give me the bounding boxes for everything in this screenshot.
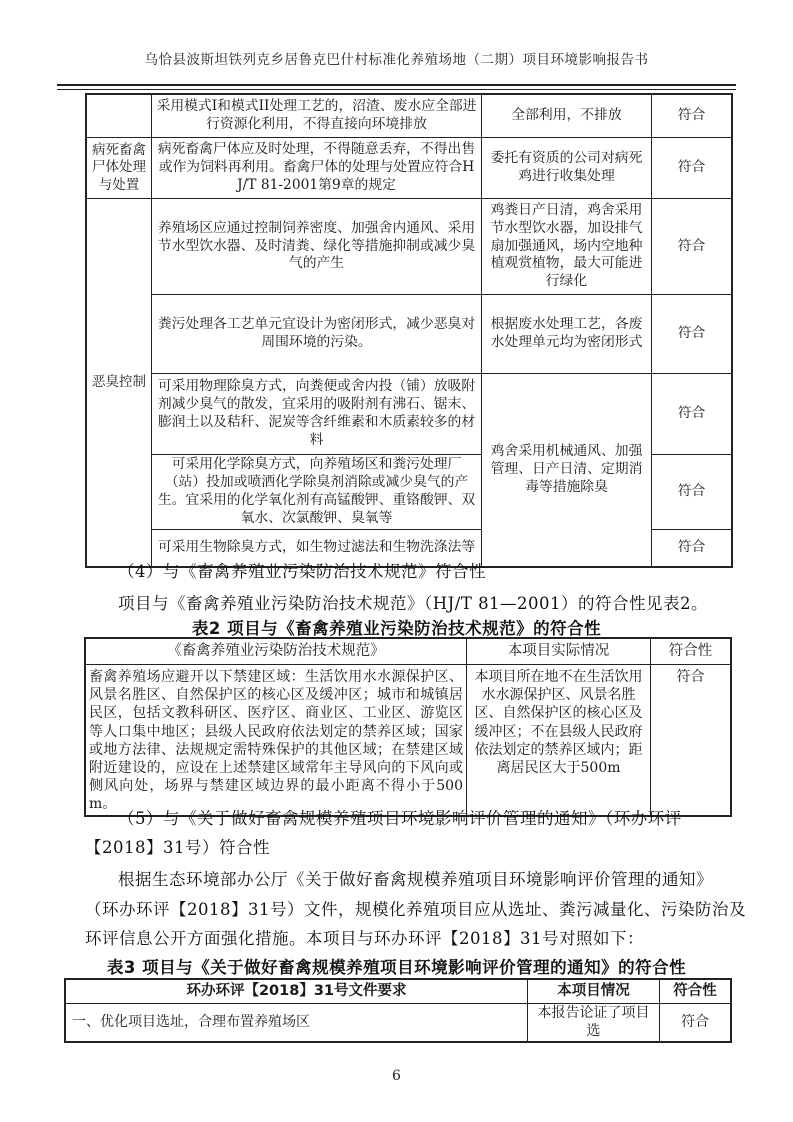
actual-cell: 本项目所在地不在生活饮用水水源保护区、风景名胜区、自然保护区的核心区及缓冲区；不在县级人民政府依法划定的禁养区域内；距离居民区大于500m [467, 665, 651, 816]
column-header: 本项目情况 [528, 979, 660, 1004]
actual-cell: 委托有资质的公司对病死鸡进行收集处理 [482, 138, 652, 199]
table3-title: 表3 项目与《关于做好畜禽规模养殖项目环境影响评价管理的通知》的符合性 [106, 958, 687, 977]
conformity-cell: 符合 [652, 138, 733, 199]
section5-para-line1: 根据生态环境部办公厅《关于做好畜禽规模养殖项目环境影响评价管理的通知》 [118, 870, 713, 889]
column-header: 符合性 [660, 979, 732, 1004]
category-cell: 恶臭控制 [86, 199, 152, 567]
conformity-cell: 符合 [652, 374, 733, 455]
table2-title: 表2 项目与《畜禽养殖业污染防治技术规范》的符合性 [191, 619, 602, 638]
section4-body: 项目与《畜禽养殖业污染防治技术规范》（HJ/T 81—2001）的符合性见表2。 [118, 594, 709, 613]
requirement-cell: 可采用化学除臭方式，向养殖场区和粪污处理厂（站）投加或喷洒化学除臭剂消除或减少臭气的产生。宜采用的化学氧化剂有高锰酸钾、重铬酸钾、双氧水、次氯酸钾、臭氧等 [152, 455, 482, 530]
table-row [86, 94, 732, 138]
page-number: 6 [392, 1068, 401, 1084]
requirement-cell: 采用模式I和模式II处理工艺的，沼渣、废水应全部进行资源化利用，不得直接向环境排放 [152, 94, 482, 138]
column-header: 环办环评【2018】31号文件要求 [65, 979, 528, 1004]
category-cell: 病死畜禽尸体处理与处置 [86, 138, 152, 199]
requirement-cell: 可采用物理除臭方式，向粪便或舍内投（铺）放吸附剂减少臭气的散发，宜采用的吸附剂有沸石、锯末、膨润土以及秸秆、泥炭等含纤维素和木质素较多的材料 [152, 374, 482, 455]
table-row [86, 199, 732, 295]
table-row [86, 374, 732, 455]
actual-cell: 全部利用，不排放 [482, 94, 652, 138]
table-row [86, 138, 732, 199]
requirement-cell: 畜禽养殖场应避开以下禁建区域：生活饮用水水源保护区、风景名胜区、自然保护区的核心区及缓冲区；城市和城镇居民区，包括文教科研区、医疗区、商业区、工业区、游览区等人口集中地区；县级人民政府依法划定的禁养区域；国家或地方法律、法规规定需特殊保护的其他区域；在禁建区域附近建设的，应设在上述禁建区域常年主导风向的下风向或侧风向处，场界与禁建区域边界的最小距离不得小于500m。 [85, 665, 467, 816]
header-double-rule [57, 84, 736, 90]
conformity-cell: 符合 [652, 455, 733, 530]
conformity-cell: 符合 [652, 295, 733, 374]
conformity-cell: 符合 [651, 665, 732, 816]
section5-heading-line1: （5）与《关于做好畜禽规模养殖项目环境影响评价管理的通知》（环办环评 [118, 809, 682, 828]
category-cell-empty [86, 94, 152, 138]
column-header: 本项目实际情况 [467, 638, 651, 665]
actual-cell-merged: 鸡舍采用机械通风、加强管理、日产日清、定期消毒等措施除臭 [482, 374, 652, 567]
section5-para-line3: 环评信息公开方面强化措施。本项目与环办环评【2018】31号对照如下： [85, 929, 644, 948]
compliance-table-3 [64, 978, 732, 1043]
section5-heading-line2: 【2018】31号）符合性 [85, 838, 270, 857]
section5-para-line2: （环办环评【2018】31号）文件，规模化养殖项目应从选址、粪污减量化、污染防治及 [85, 900, 746, 919]
table-row [86, 295, 732, 374]
table-header-row [85, 638, 731, 665]
compliance-table-2 [84, 637, 732, 817]
conformity-cell: 符合 [652, 94, 733, 138]
column-header: 《畜禽养殖业污染防治技术规范》 [85, 638, 467, 665]
actual-cell: 鸡粪日产日清，鸡舍采用节水型饮水器，加设排气扇加强通风，场内空地种植观赏植物，最大可能进行绿化 [482, 199, 652, 295]
actual-cell: 根据废水处理工艺，各废水处理单元均为密闭形式 [482, 295, 652, 374]
requirement-cell: 粪污处理各工艺单元宜设计为密闭形式，减少恶臭对周围环境的污染。 [152, 295, 482, 374]
section4-heading: （4）与《畜禽养殖业污染防治技术规范》符合性 [118, 562, 486, 581]
table-header-row [65, 979, 731, 1004]
report-header-title: 乌恰县波斯坦铁列克乡居鲁克巴什村标准化养殖场地（二期）项目环境影响报告书 [144, 52, 649, 68]
conformity-cell: 符合 [660, 1004, 732, 1043]
compliance-table-1 [85, 93, 733, 568]
conformity-cell: 符合 [652, 199, 733, 295]
table-row [65, 1004, 731, 1043]
requirement-cell: 病死畜禽尸体应及时处理，不得随意丢弃，不得出售或作为饲料再利用。畜禽尸体的处理与处置应符合HJ/T 81-2001第9章的规定 [152, 138, 482, 199]
actual-cell: 本报告论证了项目选 [528, 1004, 660, 1043]
table-row [85, 665, 731, 816]
requirement-cell: 可采用生物除臭方式，如生物过滤法和生物洗涤法等 [152, 529, 482, 567]
requirement-cell: 一、优化项目选址，合理布置养殖场区 [65, 1004, 528, 1043]
column-header: 符合性 [651, 638, 732, 665]
requirement-cell: 养殖场区应通过控制饲养密度、加强舍内通风、采用节水型饮水器、及时清粪、绿化等措施抑制或减少臭气的产生 [152, 199, 482, 295]
conformity-cell: 符合 [652, 529, 733, 567]
